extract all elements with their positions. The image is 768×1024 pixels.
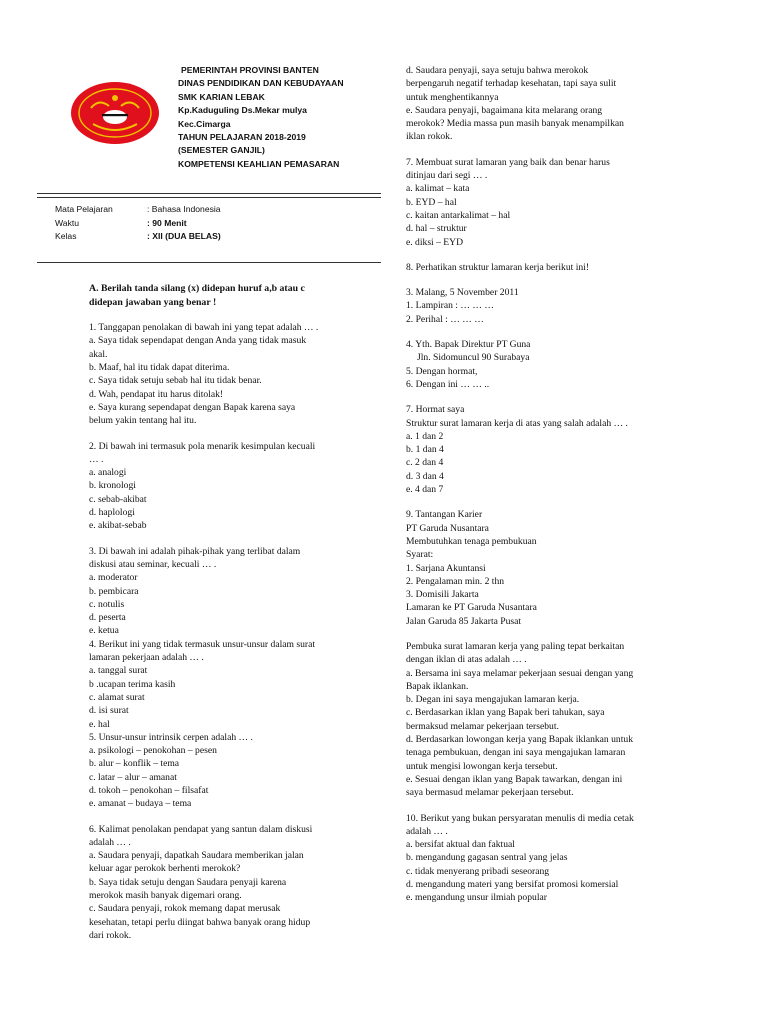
- info-value: : 90 Menit: [147, 217, 187, 228]
- question-line: e. Saudara penyaji, bagaimana kita melarang orang: [406, 104, 603, 116]
- info-key: Kelas: [55, 231, 77, 242]
- question-line: c. Berdasarkan iklan yang Bapak beri tahukan, saya: [406, 707, 605, 719]
- question-line: a. Bersama ini saya melamar pekerjaan sesuai dengan yang: [406, 667, 634, 679]
- spacer: [89, 533, 371, 545]
- school-logo-icon: [69, 80, 161, 146]
- question-line: e. ketua: [89, 625, 119, 637]
- question-line: akal.: [89, 348, 108, 360]
- question-line: Syarat:: [406, 549, 434, 561]
- question-line: c. Saya tidak setuju sebab hal itu tidak benar.: [89, 375, 262, 387]
- question-line: Jalan Garuda 85 Jakarta Pusat: [406, 615, 522, 627]
- question-line: 4. Berikut ini yang tidak termasuk unsur-unsur dalam surat: [89, 638, 316, 650]
- question-line: b. alur – konflik – tema: [89, 758, 180, 770]
- question-line: 6. Kalimat penolakan pendapat yang santun dalam diskusi: [89, 823, 313, 835]
- question-line: c. alamat surat: [89, 691, 145, 703]
- question-line: c. Saudara penyaji, rokok memang dapat merusak: [89, 903, 281, 915]
- question-line: … .: [89, 453, 104, 465]
- question-line: e. diksi – EYD: [406, 236, 464, 248]
- question-line: d. haplologi: [89, 507, 135, 519]
- header-line: SMK KARIAN LEBAK: [178, 91, 265, 102]
- info-key: Mata Pelajaran: [55, 204, 113, 214]
- question-line: b. Maaf, hal itu tidak dapat diterima.: [89, 362, 230, 374]
- spacer: [89, 428, 371, 440]
- question-line: 9. Tantangan Karier: [406, 509, 483, 521]
- question-line: Bapak iklankan.: [406, 680, 469, 692]
- question-line: tenaga pembukuan, dengan ini saya mengajukan lamaran: [406, 747, 626, 759]
- question-line: d. mengandung materi yang bersifat promosi komersial: [406, 879, 619, 891]
- header-line: KOMPETENSI KEAHLIAN PEMASARAN: [178, 158, 340, 169]
- question-line: a. tanggal surat: [89, 665, 148, 677]
- question-line: keluar agar perokok berhenti merokok?: [89, 863, 241, 875]
- question-line: d. peserta: [89, 612, 126, 624]
- question-line: a. Saudara penyaji, dapatkah Saudara memberikan jalan: [89, 850, 304, 862]
- question-line: a. analogi: [89, 467, 127, 479]
- question-line: merokok masih banyak digemari orang.: [89, 890, 242, 902]
- question-line: b. pembicara: [89, 585, 139, 597]
- question-line: 7. Hormat saya: [406, 404, 465, 416]
- spacer: [406, 144, 682, 156]
- instruction-line: A. Berilah tanda silang (x) didepan huruf a,b atau c: [89, 283, 305, 294]
- question-line: dari rokok.: [89, 929, 132, 941]
- divider-line: [37, 262, 381, 263]
- question-line: adalah … .: [406, 825, 448, 837]
- question-line: a. Saya tidak sependapat dengan Anda yang tidak masuk: [89, 335, 307, 347]
- question-line: Lamaran ke PT Garuda Nusantara: [406, 602, 537, 614]
- question-line: 5. Unsur-unsur intrinsik cerpen adalah … .: [89, 731, 253, 743]
- question-line: c. tidak menyerang pribadi seseorang: [406, 865, 550, 877]
- question-line: b. EYD – hal: [406, 196, 457, 208]
- question-line: 1. Tanggapan penolakan di bawah ini yang tepat adalah … .: [89, 322, 319, 334]
- question-line: c. kaitan antarkalimat – hal: [406, 209, 511, 221]
- header-line: Kp.Kaduguling Ds.Mekar mulya: [178, 105, 307, 116]
- spacer: [406, 326, 682, 338]
- question-line: d. Wah, pendapat itu harus ditolak!: [89, 388, 224, 400]
- question-line: d. Saudara penyaji, saya setuju bahwa merokok: [406, 65, 589, 76]
- question-line: 3. Domisili Jakarta: [406, 589, 479, 601]
- question-line: d. tokoh – penokohan – filsafat: [89, 784, 209, 796]
- spacer: [406, 800, 682, 812]
- question-line: 1. Lampiran : … … …: [406, 300, 494, 312]
- question-line: e. akibat-sebab: [89, 520, 147, 532]
- question-line: 2. Perihal : … … …: [406, 313, 484, 325]
- spacer: [89, 811, 371, 823]
- question-line: b. kronologi: [89, 480, 136, 492]
- question-line: 7. Membuat surat lamaran yang baik dan benar harus: [406, 156, 610, 168]
- question-line: untuk menghentikannya: [406, 91, 499, 103]
- question-line: 2. Di bawah ini termasuk pola menarik kesimpulan kecuali: [89, 440, 316, 452]
- header-line: (SEMESTER GANJIL): [178, 145, 265, 156]
- question-line: Pembuka surat lamaran kerja yang paling tepat berkaitan: [406, 640, 625, 652]
- school-header: [178, 64, 378, 171]
- question-line: 2. Pengalaman min. 2 thn: [406, 575, 505, 587]
- question-line: adalah … .: [89, 836, 131, 848]
- question-line: 10. Berikut yang bukan persyaratan menulis di media cetak: [406, 812, 634, 824]
- question-line: 3. Di bawah ini adalah pihak-pihak yang terlibat dalam: [89, 545, 301, 557]
- question-line: e. Saya kurang sependapat dengan Bapak karena saya: [89, 401, 296, 413]
- question-line: 4. Yth. Bapak Direktur PT Guna: [406, 339, 531, 351]
- question-line: lamaran pekerjaan adalah … .: [89, 652, 204, 664]
- question-line: a. bersifat aktual dan faktual: [406, 839, 515, 851]
- question-line: e. amanat – budaya – tema: [89, 798, 192, 810]
- spacer: [89, 309, 371, 321]
- question-line: diskusi atau seminar, kecuali … .: [89, 558, 217, 570]
- question-line: kesehatan, tetapi perlu diingat bahwa banyak orang hidup: [89, 916, 311, 928]
- question-line: berpengaruh negatif terhadap kesehatan, tapi saya sulit: [406, 78, 617, 90]
- question-line: Struktur surat lamaran kerja di atas yang salah adalah … .: [406, 417, 628, 429]
- header-line: DINAS PENDIDIKAN DAN KEBUDAYAAN: [178, 78, 344, 89]
- question-line: 6. Dengan ini … … ..: [406, 378, 490, 390]
- question-line: b. Degan ini saya mengajukan lamaran kerja.: [406, 694, 580, 706]
- question-line: dengan iklan di atas adalah … .: [406, 654, 527, 666]
- question-line: d. hal – struktur: [406, 223, 467, 235]
- divider-line: [37, 197, 381, 198]
- question-line: a. moderator: [89, 572, 138, 584]
- question-line: b .ucapan terima kasih: [89, 678, 176, 690]
- question-line: 3. Malang, 5 November 2011: [406, 287, 519, 299]
- info-key: Waktu: [55, 217, 80, 228]
- question-line: c. latar – alur – amanat: [89, 771, 177, 783]
- spacer: [406, 628, 682, 640]
- questions-left-column: [89, 282, 371, 942]
- question-line: 5. Dengan hormat,: [406, 365, 478, 377]
- question-line: d. Berdasarkan lowongan kerja yang Bapak iklankan untuk: [406, 734, 633, 746]
- question-line: Membutuhkan tenaga pembukuan: [406, 535, 537, 547]
- spacer: [406, 274, 682, 286]
- question-line: PT Garuda Nusantara: [406, 522, 489, 534]
- question-line: c. sebab-akibat: [89, 493, 147, 505]
- question-line: b. mengandung gagasan sentral yang jelas: [406, 852, 568, 864]
- header-line: TAHUN PELAJARAN 2018-2019: [178, 132, 306, 143]
- question-line: merokok? Media massa pun masih banyak menampilkan: [406, 118, 624, 130]
- question-line: e. hal: [89, 718, 110, 730]
- instruction-line: didepan jawaban yang benar !: [89, 296, 217, 308]
- header-line: Kec.Cimarga: [178, 118, 231, 129]
- question-line: b. Saya tidak setuju dengan Saudara penyaji karena: [89, 876, 287, 888]
- question-line: 1. Sarjana Akuntansi: [406, 562, 486, 574]
- spacer: [406, 249, 682, 261]
- question-line: e. Sesuai dengan iklan yang Bapak tawarkan, dengan ini: [406, 773, 623, 785]
- info-value: : XII (DUA BELAS): [147, 231, 221, 242]
- question-line: b. 1 dan 4: [406, 444, 444, 456]
- question-line: Jln. Sidomuncul 90 Surabaya: [417, 352, 530, 364]
- question-line: e. 4 dan 7: [406, 484, 444, 496]
- question-line: e. mengandung unsur ilmiah popular: [406, 892, 547, 904]
- question-line: saya bermasud melamar pekerjaan tersebut.: [406, 787, 574, 799]
- question-line: a. 1 dan 2: [406, 430, 444, 442]
- question-line: a. psikologi – penokohan – pesen: [89, 745, 217, 757]
- question-line: d. 3 dan 4: [406, 470, 444, 482]
- question-line: a. kalimat – kata: [406, 183, 470, 195]
- question-line: 8. Perhatikan struktur lamaran kerja berikut ini!: [406, 261, 590, 273]
- questions-right-column: [406, 64, 682, 905]
- divider-line: [37, 193, 381, 194]
- question-line: d. isi surat: [89, 705, 129, 717]
- question-line: belum yakin tentang hal itu.: [89, 415, 197, 427]
- question-line: untuk mengisi lowongan kerja tersebut.: [406, 760, 558, 772]
- question-line: c. 2 dan 4: [406, 457, 444, 469]
- spacer: [406, 496, 682, 508]
- info-value: : Bahasa Indonesia: [147, 204, 221, 214]
- spacer: [406, 391, 682, 403]
- question-line: iklan rokok.: [406, 131, 453, 143]
- question-line: ditinjau dari segi … .: [406, 170, 488, 182]
- header-line: PEMERINTAH PROVINSI BANTEN: [181, 65, 319, 75]
- question-line: bermaksud melamar pekerjaan tersebut.: [406, 720, 559, 732]
- question-line: c. notulis: [89, 598, 125, 610]
